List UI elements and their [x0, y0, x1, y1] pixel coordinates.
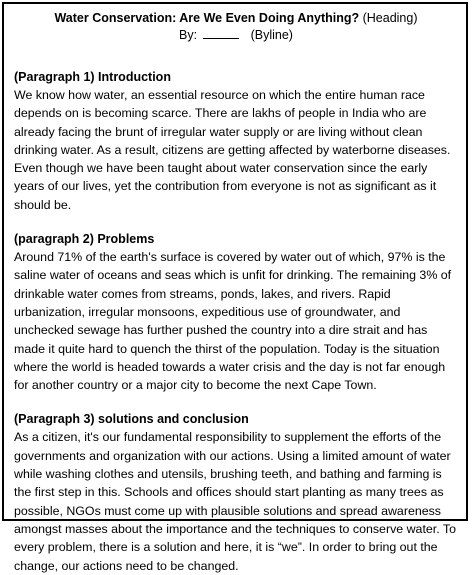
section-title: (paragraph 2) Problems [14, 232, 155, 247]
section-title: (Paragraph 1) Introduction [14, 70, 171, 84]
byline-suffix: (Byline) [250, 28, 293, 42]
section-body: As a citizen, it's our fundamental responsibility to supplement the efforts of the governments and organization with our actions. Using a limited amount of water while washing clothes and utensils, brushing teeth, and bathing and farming is the first step in this. Schools and offices should start planting as many trees as possible, NGOs must come up with plausible solutions and spread awareness amongst masses about the importance and the techniques to conserve water. To every problem, there is a solution and here, it is “we”. In order to bring out the change, our actions need to be changed. [14, 430, 456, 573]
byline-blank [203, 27, 239, 39]
document-heading [14, 10, 458, 26]
byline-label: By: [179, 28, 198, 42]
section-introduction [14, 68, 458, 214]
section-solutions-conclusion [14, 410, 458, 574]
section-problems [14, 230, 458, 394]
section-body: We know how water, an essential resource on which the entire human race depends on is becoming scarce. There are lakhs of people in India who are already facing the brunt of irregular water supply or are living without clean drinking water. As a result, citizens are getting affected by waterborne diseases. Even though we have been taught about water conservation since the early years of our lives, yet the contribution from everyone is not as significant as it should be. [14, 88, 451, 212]
byline [14, 27, 458, 43]
heading-title: Water Conservation: Are We Even Doing Anything? [54, 11, 360, 25]
document-frame [2, 2, 468, 573]
section-title: (Paragraph 3) solutions and conclusion [14, 412, 249, 427]
heading-suffix: (Heading) [359, 11, 418, 25]
section-body: Around 71% of the earth's surface is covered by water out of which, 97% is the saline water of oceans and seas which is unfit for drinking. The remaining 3% of drinkable water comes from streams, ponds, lakes, and rivers. Rapid urbanization, irregular monsoons, expeditious use of groundwater, and unchecked sewage has further pushed the country into a dire strait and has made it quite hard to quench the thirst of the population. Today is the situation where the world is headed towards a water crisis and the day is not far enough for another country or a major city to become the next Cape Town. [14, 250, 452, 393]
